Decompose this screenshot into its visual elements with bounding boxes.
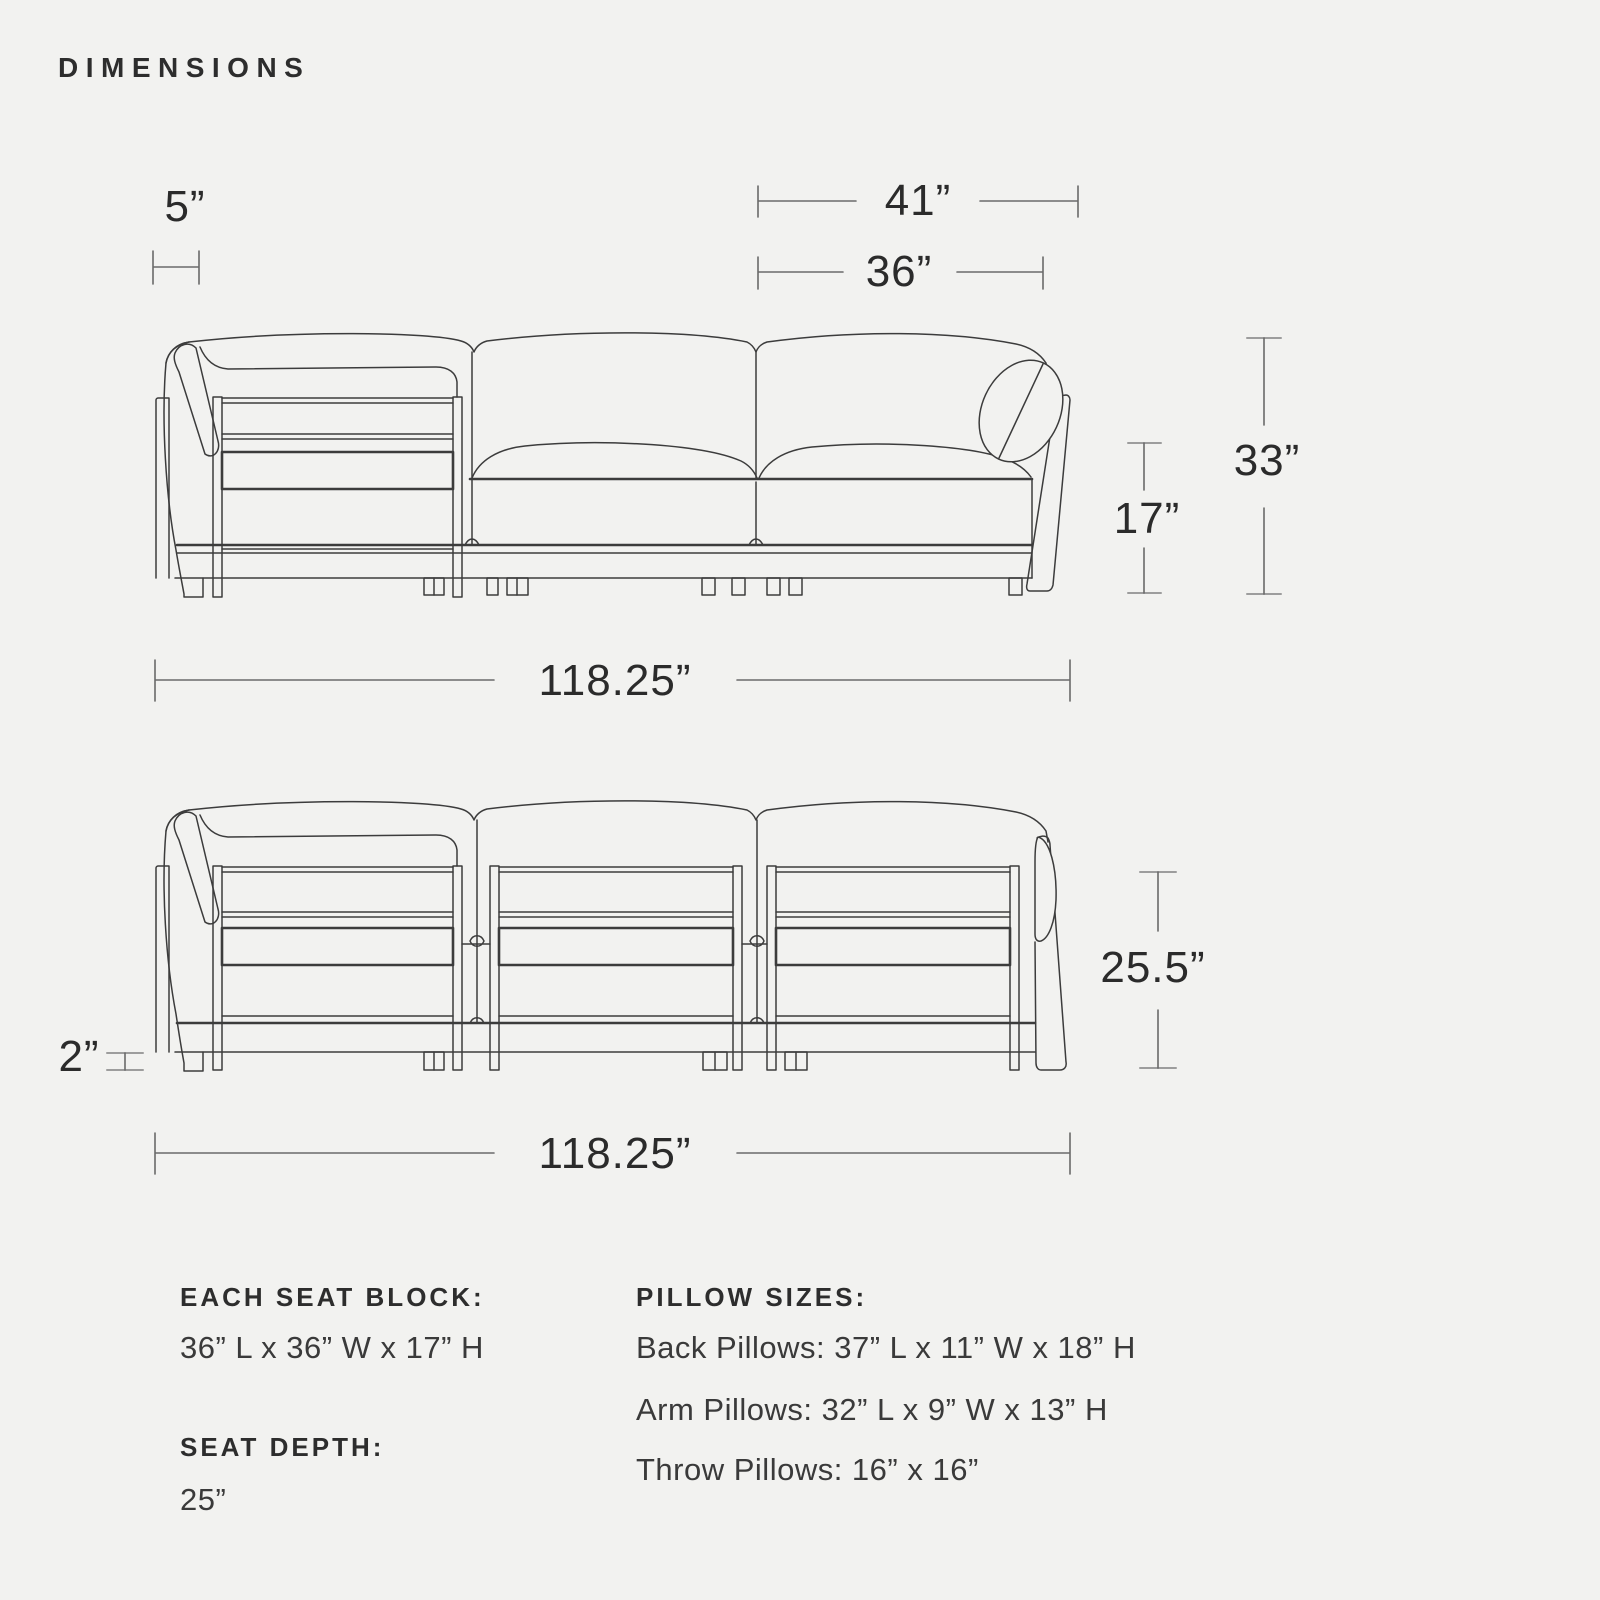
seat-block-value: 36” L x 36” W x 17” H xyxy=(180,1330,484,1365)
pillow-back-value: Back Pillows: 37” L x 11” W x 18” H xyxy=(636,1330,1136,1365)
back-leg-height-label: 2” xyxy=(58,1032,100,1081)
front-bolster-pillow xyxy=(963,346,1078,475)
seat-depth-value: 25” xyxy=(180,1482,227,1517)
pillow-sizes-heading: PILLOW SIZES: xyxy=(636,1282,868,1312)
front-view-sofa-drawing xyxy=(156,333,1079,597)
back-view-sofa-drawing xyxy=(156,801,1066,1071)
seat-depth-heading: SEAT DEPTH: xyxy=(180,1432,385,1462)
front-overall-width-label: 118.25” xyxy=(538,656,692,705)
pillow-arm-value: Arm Pillows: 32” L x 9” W x 13” H xyxy=(636,1392,1108,1427)
front-seat-height-label: 17” xyxy=(1113,494,1181,543)
front-arm-width-label: 5” xyxy=(164,182,206,231)
seat-block-heading: EACH SEAT BLOCK: xyxy=(180,1282,485,1312)
back-frame-height-label: 25.5” xyxy=(1100,943,1206,992)
pillow-throw-value: Throw Pillows: 16” x 16” xyxy=(636,1452,979,1487)
front-seat-width-label: 36” xyxy=(865,247,933,296)
front-seat-arm-width-label: 41” xyxy=(884,176,952,225)
page-title: DIMENSIONS xyxy=(58,52,311,83)
front-overall-height-label: 33” xyxy=(1233,436,1301,485)
back-overall-width-label: 118.25” xyxy=(538,1129,692,1178)
